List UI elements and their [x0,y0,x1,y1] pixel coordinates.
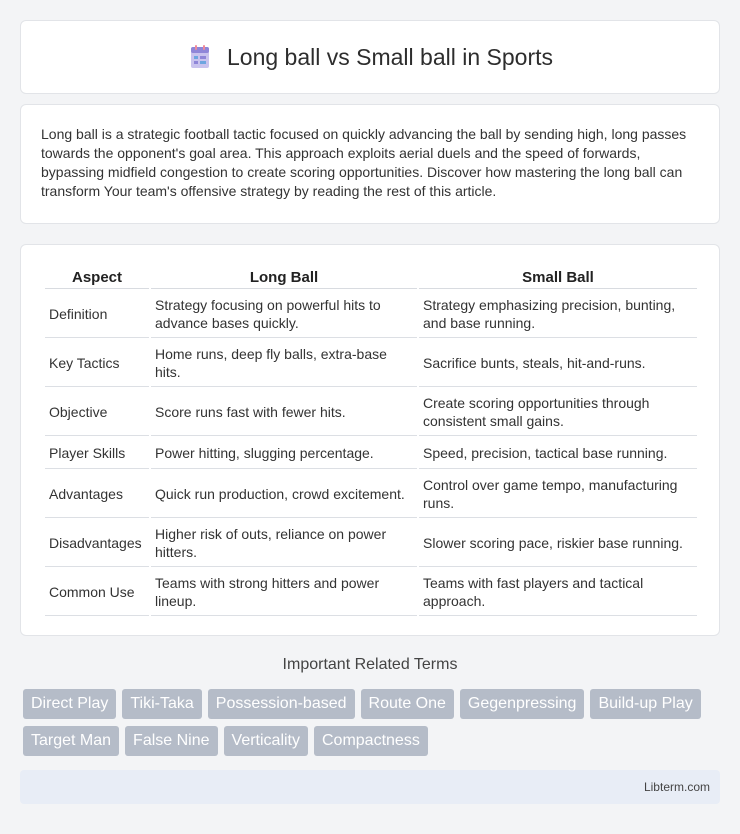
footer-site-link[interactable]: Libterm.com [643,780,710,794]
row-long-ball: Score runs fast with fewer hits. [151,389,417,436]
related-terms-title: Important Related Terms [282,656,458,673]
intro-card [20,104,720,224]
row-small-ball: Slower scoring pace, riskier base running. [419,520,697,567]
tag-false-nine[interactable]: False Nine [125,726,217,756]
tag-build-up-play[interactable]: Build-up Play [590,689,700,719]
row-aspect: Player Skills [45,438,149,469]
comparison-table [43,265,699,618]
table-row [45,520,697,567]
document-icon [187,44,213,70]
tag-tiki-taka[interactable]: Tiki-Taka [122,689,201,719]
row-aspect: Key Tactics [45,340,149,387]
tag-gegenpressing[interactable]: Gegenpressing [460,689,585,719]
row-aspect: Definition [45,291,149,338]
row-aspect: Advantages [45,471,149,518]
row-aspect: Common Use [45,569,149,616]
table-row [45,471,697,518]
comparison-card [20,244,720,636]
header-long-ball: Long Ball [151,267,417,289]
row-long-ball: Strategy focusing on powerful hits to advance bases quickly. [151,291,417,338]
tag-route-one[interactable]: Route One [361,689,454,719]
row-aspect: Objective [45,389,149,436]
tag-compactness[interactable]: Compactness [314,726,428,756]
row-long-ball: Power hitting, slugging percentage. [151,438,417,469]
tag-target-man[interactable]: Target Man [23,726,119,756]
table-header-row [45,267,697,289]
tag-direct-play[interactable]: Direct Play [23,689,116,719]
row-long-ball: Teams with strong hitters and power lineup. [151,569,417,616]
table-row [45,291,697,338]
row-long-ball: Higher risk of outs, reliance on power hitters. [151,520,417,567]
row-aspect: Disadvantages [45,520,149,567]
row-small-ball: Teams with fast players and tactical approach. [419,569,697,616]
table-row [45,569,697,616]
page-title: Long ball vs Small ball in Sports [227,43,553,70]
row-long-ball: Quick run production, crowd excitement. [151,471,417,518]
table-row [45,340,697,387]
footer [20,770,720,804]
row-small-ball: Speed, precision, tactical base running. [419,438,697,469]
row-small-ball: Strategy emphasizing precision, bunting, and base running. [419,291,697,338]
header-small-ball: Small Ball [419,267,697,289]
related-terms-list [23,689,723,756]
header-card [20,20,720,94]
row-small-ball: Sacrifice bunts, steals, hit-and-runs. [419,340,697,387]
row-small-ball: Control over game tempo, manufacturing runs. [419,471,697,518]
table-row [45,438,697,469]
table-row [45,389,697,436]
tag-verticality[interactable]: Verticality [224,726,308,756]
tag-possession-based[interactable]: Possession-based [208,689,355,719]
row-long-ball: Home runs, deep fly balls, extra-base hits. [151,340,417,387]
row-small-ball: Create scoring opportunities through consistent small gains. [419,389,697,436]
intro-text: Long ball is a strategic football tactic focused on quickly advancing the ball by sending high, long passes towards the opponent's goal area. This approach exploits aerial duels and the speed of forwards, bypassing midfield congestion to create scoring opportunities. Discover how mastering the long ball can transform Your team's offensive strategy by reading the rest of this article. [41,126,687,199]
header-aspect: Aspect [45,267,149,289]
